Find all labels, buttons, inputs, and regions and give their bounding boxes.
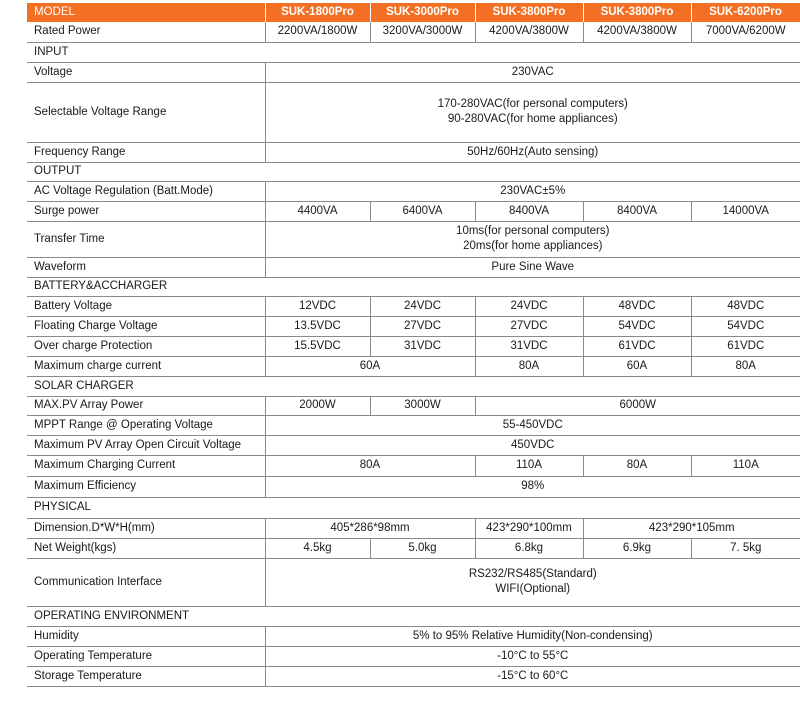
- section-row-solar: [27, 376, 800, 396]
- model-name: SUK-3800Pro: [475, 3, 583, 22]
- spec-row-selectable-voltage: [27, 82, 800, 142]
- spec-value: 31VDC: [370, 336, 475, 356]
- spec-value: 12VDC: [265, 296, 370, 316]
- spec-value: 55-450VDC: [265, 415, 800, 435]
- spec-value: 4200VA/3800W: [475, 22, 583, 42]
- spec-value: 110A: [691, 455, 800, 476]
- spec-value: 27VDC: [370, 316, 475, 336]
- spec-value: 13.5VDC: [265, 316, 370, 336]
- spec-value: 27VDC: [475, 316, 583, 336]
- spec-table: [27, 3, 800, 687]
- spec-value: 3200VA/3000W: [370, 22, 475, 42]
- spec-row-surge: [27, 201, 800, 221]
- spec-row-communication: [27, 558, 800, 606]
- spec-value: 80A: [265, 455, 475, 476]
- spec-value: 61VDC: [583, 336, 691, 356]
- spec-value-line: 10ms(for personal computers): [456, 225, 610, 237]
- spec-value: 80A: [583, 455, 691, 476]
- spec-value: 6.9kg: [583, 538, 691, 558]
- spec-value: -10°C to 55°C: [265, 646, 800, 666]
- spec-row-dimension: [27, 518, 800, 538]
- spec-value: 60A: [583, 356, 691, 376]
- spec-label: Net Weight(kgs): [27, 538, 265, 558]
- spec-row-operating-temperature: [27, 646, 800, 666]
- spec-value: 423*290*100mm: [475, 518, 583, 538]
- spec-row-open-circuit: [27, 435, 800, 455]
- section-heading: INPUT: [27, 42, 800, 62]
- spec-label: Communication Interface: [27, 558, 265, 606]
- spec-value: 230VAC±5%: [265, 181, 800, 201]
- spec-value: [265, 558, 800, 606]
- spec-label: Battery Voltage: [27, 296, 265, 316]
- spec-value: 4200VA/3800W: [583, 22, 691, 42]
- spec-value: 110A: [475, 455, 583, 476]
- spec-value: 48VDC: [583, 296, 691, 316]
- spec-row-voltage: [27, 62, 800, 82]
- model-label: MODEL: [27, 3, 265, 22]
- model-name: SUK-3800Pro: [583, 3, 691, 22]
- spec-row-charging-current: [27, 455, 800, 476]
- spec-row-battery-voltage: [27, 296, 800, 316]
- spec-value: 5% to 95% Relative Humidity(Non-condensing): [265, 626, 800, 646]
- spec-label: Rated Power: [27, 22, 265, 42]
- spec-row-rated-power: [27, 22, 800, 42]
- spec-value: 48VDC: [691, 296, 800, 316]
- spec-label: Waveform: [27, 257, 265, 277]
- spec-value-line: 170-280VAC(for personal computers): [437, 98, 628, 110]
- spec-label: Transfer Time: [27, 221, 265, 257]
- model-name: SUK-3000Pro: [370, 3, 475, 22]
- spec-value: 423*290*105mm: [583, 518, 800, 538]
- spec-value: 405*286*98mm: [265, 518, 475, 538]
- spec-value: 50Hz/60Hz(Auto sensing): [265, 142, 800, 162]
- spec-row-transfer: [27, 221, 800, 257]
- spec-value: 7000VA/6200W: [691, 22, 800, 42]
- spec-value: 60A: [265, 356, 475, 376]
- spec-row-floating-charge: [27, 316, 800, 336]
- spec-value-line: RS232/RS485(Standard): [468, 568, 597, 580]
- spec-label: Maximum charge current: [27, 356, 265, 376]
- spec-value-line: WIFI(Optional): [495, 583, 571, 595]
- spec-label: MPPT Range @ Operating Voltage: [27, 415, 265, 435]
- spec-label: Floating Charge Voltage: [27, 316, 265, 336]
- spec-row-frequency: [27, 142, 800, 162]
- spec-value: 450VDC: [265, 435, 800, 455]
- spec-value: 61VDC: [691, 336, 800, 356]
- spec-value: 54VDC: [583, 316, 691, 336]
- spec-value-line: 20ms(for home appliances): [463, 240, 603, 252]
- spec-row-storage-temperature: [27, 666, 800, 686]
- spec-row-max-charge-current: [27, 356, 800, 376]
- spec-value: 6000W: [475, 396, 800, 415]
- model-name: SUK-1800Pro: [265, 3, 370, 22]
- spec-value: 80A: [475, 356, 583, 376]
- spec-value: 4400VA: [265, 201, 370, 221]
- spec-row-pv-power: [27, 396, 800, 415]
- section-heading: OUTPUT: [27, 162, 800, 181]
- spec-value: 4.5kg: [265, 538, 370, 558]
- spec-value: 6.8kg: [475, 538, 583, 558]
- section-heading: SOLAR CHARGER: [27, 376, 800, 396]
- section-row-environment: [27, 606, 800, 626]
- section-row-output: [27, 162, 800, 181]
- spec-row-waveform: [27, 257, 800, 277]
- spec-value: 3000W: [370, 396, 475, 415]
- spec-value: 230VAC: [265, 62, 800, 82]
- spec-value: 6400VA: [370, 201, 475, 221]
- spec-value: 31VDC: [475, 336, 583, 356]
- spec-row-mppt: [27, 415, 800, 435]
- spec-value: [265, 82, 800, 142]
- spec-value: 2000W: [265, 396, 370, 415]
- spec-label: MAX.PV Array Power: [27, 396, 265, 415]
- spec-row-humidity: [27, 626, 800, 646]
- spec-row-regulation: [27, 181, 800, 201]
- section-heading: BATTERY&ACCHARGER: [27, 277, 800, 296]
- spec-value: Pure Sine Wave: [265, 257, 800, 277]
- spec-row-overcharge: [27, 336, 800, 356]
- spec-value: 8400VA: [475, 201, 583, 221]
- spec-value: 24VDC: [370, 296, 475, 316]
- spec-value: 24VDC: [475, 296, 583, 316]
- section-row-input: [27, 42, 800, 62]
- header-row: [27, 3, 800, 22]
- spec-value: 15.5VDC: [265, 336, 370, 356]
- spec-label: Selectable Voltage Range: [27, 82, 265, 142]
- spec-label: Storage Temperature: [27, 666, 265, 686]
- spec-label: Maximum PV Array Open Circuit Voltage: [27, 435, 265, 455]
- spec-value: -15°C to 60°C: [265, 666, 800, 686]
- spec-value: 80A: [691, 356, 800, 376]
- spec-label: Operating Temperature: [27, 646, 265, 666]
- spec-value-line: 90-280VAC(for home appliances): [447, 113, 618, 125]
- spec-label: AC Voltage Regulation (Batt.Mode): [27, 181, 265, 201]
- spec-value: 5.0kg: [370, 538, 475, 558]
- spec-label: Frequency Range: [27, 142, 265, 162]
- spec-label: Humidity: [27, 626, 265, 646]
- section-row-battery: [27, 277, 800, 296]
- spec-label: Over charge Protection: [27, 336, 265, 356]
- spec-value: 14000VA: [691, 201, 800, 221]
- spec-value: [265, 221, 800, 257]
- spec-row-efficiency: [27, 476, 800, 497]
- spec-label: Maximum Charging Current: [27, 455, 265, 476]
- spec-label: Dimension.D*W*H(mm): [27, 518, 265, 538]
- spec-value: 54VDC: [691, 316, 800, 336]
- section-heading: PHYSICAL: [27, 497, 800, 518]
- spec-label: Surge power: [27, 201, 265, 221]
- spec-value: 98%: [265, 476, 800, 497]
- spec-row-weight: [27, 538, 800, 558]
- spec-value: 7. 5kg: [691, 538, 800, 558]
- spec-value: 8400VA: [583, 201, 691, 221]
- spec-label: Voltage: [27, 62, 265, 82]
- model-name: SUK-6200Pro: [691, 3, 800, 22]
- spec-label: Maximum Efficiency: [27, 476, 265, 497]
- section-row-physical: [27, 497, 800, 518]
- section-heading: OPERATING ENVIRONMENT: [27, 606, 800, 626]
- spec-value: 2200VA/1800W: [265, 22, 370, 42]
